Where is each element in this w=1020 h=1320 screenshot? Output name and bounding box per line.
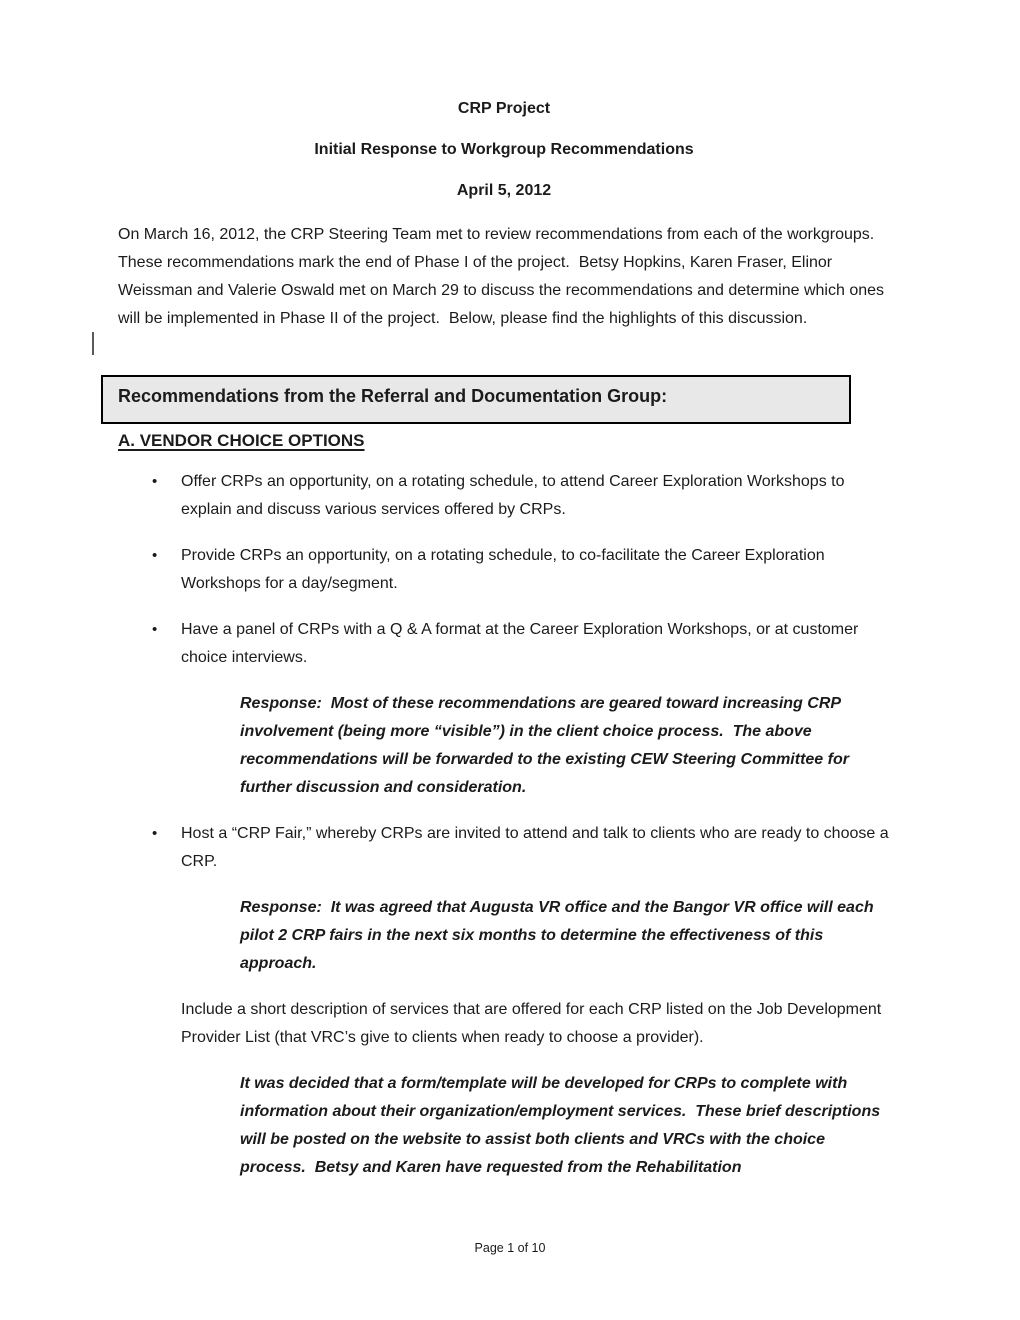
bullet-text: Provide CRPs an opportunity, on a rotating schedule, to co-facilitate the Career Exploration Workshops for a day/segment. <box>181 547 830 592</box>
bullet-marker: • <box>152 547 158 564</box>
document-content <box>118 95 894 1200</box>
body-paragraph: Include a short description of services that are offered for each CRP listed on the Job Development Provider List (that VRC’s give to clients when ready to choose a provider). <box>181 1001 886 1046</box>
response-paragraph: It was decided that a form/template will be developed for CRPs to complete with information about their organization/employment services. These brief descriptions will be posted on the website to assist both clients and VRCs with the choice process. Betsy and Karen have requested from the Rehabilitation <box>240 1075 885 1176</box>
bullet-marker: • <box>152 825 158 842</box>
document-date: April 5, 2012 <box>456 182 552 199</box>
document-title: CRP Project <box>457 100 551 117</box>
intro-paragraph: On March 16, 2012, the CRP Steering Team met to review recommendations from each of the workgroups. These recommendations mark the end of Phase I of the project. Betsy Hopkins, Karen Fraser, Elinor Weissman and Valerie Oswald met on March 29 to discuss the recommendations and determine which ones will be implemented in Phase II of the project. Below, please find the highlights of this discussion. <box>118 226 889 327</box>
revision-change-bar <box>92 332 94 355</box>
section-heading: Recommendations from the Referral and Documentation Group: <box>101 375 851 424</box>
bullet-text: Have a panel of CRPs with a Q & A format at the Career Exploration Workshops, or at customer choice interviews. <box>181 621 863 666</box>
bullet-item <box>118 468 890 524</box>
bullet-marker: • <box>152 621 158 638</box>
bullet-item <box>118 616 890 672</box>
page-number-footer: Page 1 of 10 <box>474 1241 546 1255</box>
bullet-text: Offer CRPs an opportunity, on a rotating schedule, to attend Career Exploration Workshops to explain and discuss various services offered by CRPs. <box>181 473 849 518</box>
subsection-heading: A. VENDOR CHOICE OPTIONS <box>118 431 365 450</box>
response-paragraph: Response: Most of these recommendations are geared toward increasing CRP involvement (being more “visible”) in the client choice process. The above recommendations will be forwarded to the existing CEW Steering Committee for further discussion and consideration. <box>240 695 854 796</box>
bullet-marker: • <box>152 473 158 490</box>
document-subtitle: Initial Response to Workgroup Recommendations <box>314 141 694 158</box>
bullet-text: Host a “CRP Fair,” whereby CRPs are invited to attend and talk to clients who are ready to choose a CRP. <box>181 825 894 870</box>
response-paragraph: Response: It was agreed that Augusta VR office and the Bangor VR office will each pilot 2 CRP fairs in the next six months to determine the effectiveness of this approach. <box>240 899 879 972</box>
bullet-item <box>118 820 894 876</box>
bullet-item <box>118 542 890 598</box>
